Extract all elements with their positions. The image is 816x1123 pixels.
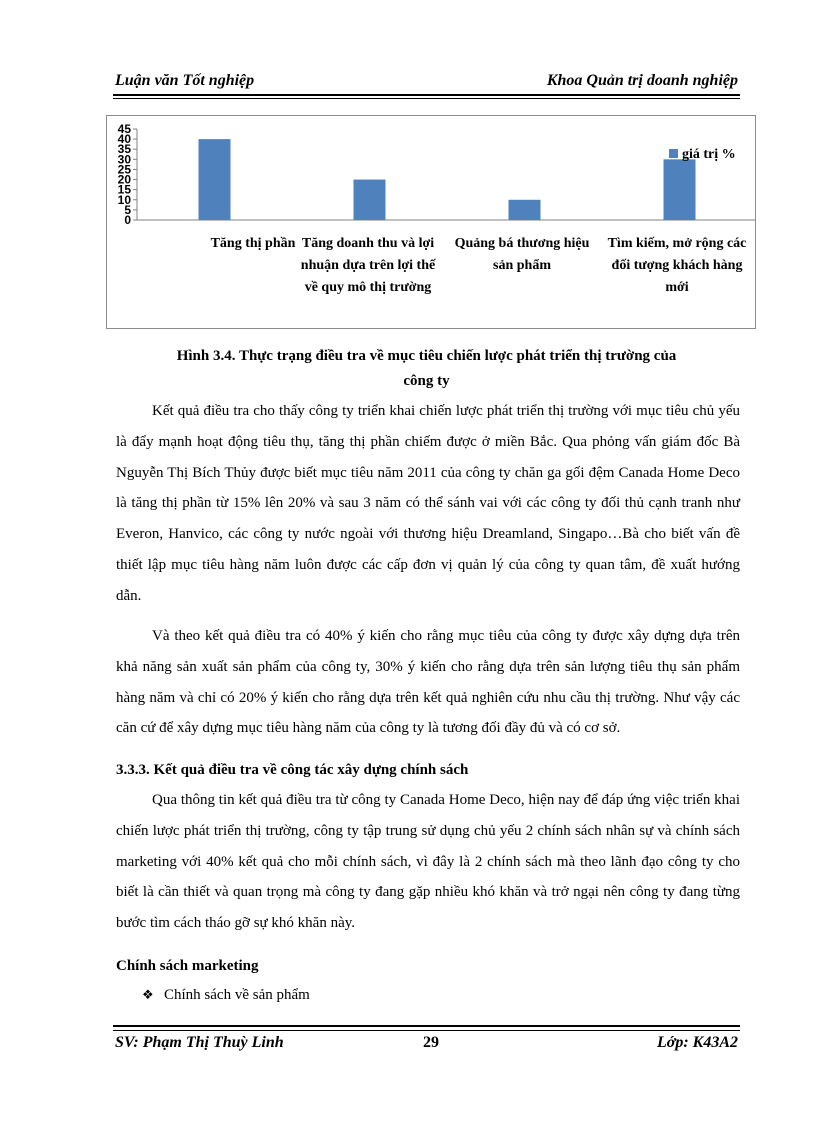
category-label-1: Tăng thị phần — [210, 236, 296, 251]
bullet-text: Chính sách về sản phẩm — [164, 987, 310, 1003]
section-heading: 3.3.3. Kết quả điều tra về công tác xây dựng chính sách — [116, 762, 469, 778]
category-label-4: Tìm kiếm, mở rộng các đối tượng khách hàng mới — [607, 236, 747, 295]
figure-caption — [113, 344, 740, 394]
header-thesis-label: Luận văn Tốt nghiệp — [115, 72, 255, 89]
y-tick-label: 25 — [117, 162, 131, 177]
y-tick-label: 40 — [117, 132, 131, 147]
footer-student-name: SV: Phạm Thị Thuỳ Linh — [115, 1034, 284, 1051]
caption-line-2: công ty — [403, 373, 450, 389]
bar-2 — [354, 180, 386, 220]
caption-line-1: Hình 3.4. Thực trạng điều tra về mục tiêu chiến lược phát triển thị trường của — [176, 348, 677, 364]
page-footer — [113, 1025, 740, 1057]
paragraph-3-text: Qua thông tin kết quả điều tra từ công ty Canada Home Deco, hiện nay để đáp ứng việc triển khai chiến lược phát triển thị trường, công ty tập trung sử dụng chủ yếu 2 chính sách nhân sự và chính sách marketing với 40% kết quả cho mỗi chính sách, vì đây là 2 chính sách mà theo lãnh đạo công ty cho biết là cần thiết và quan trọng mà công ty đang gặp nhiều khó khăn và trở ngại nên công ty đang từng bước tìm cách tháo gỡ sự khó khăn này. — [116, 792, 740, 932]
y-tick-label: 0 — [124, 213, 131, 227]
y-tick-label: 15 — [117, 182, 131, 197]
paragraph-3 — [116, 785, 740, 939]
legend-label: giá trị % — [682, 147, 736, 162]
bar-chart — [106, 115, 756, 329]
diamond-bullet-icon: ❖ — [142, 987, 154, 1002]
paragraph-2 — [116, 621, 740, 744]
category-label-3: Quảng bá thương hiệu sản phẩm — [454, 236, 590, 273]
subsection-heading: Chính sách marketing — [116, 958, 259, 974]
y-tick-label: 35 — [117, 142, 131, 157]
category-label-2: Tăng doanh thu và lợi nhuận dựa trên lợi thế về quy mô thị trường — [300, 236, 436, 295]
y-tick-label: 10 — [117, 192, 131, 207]
chart-legend — [669, 147, 736, 163]
page-header — [113, 68, 740, 96]
page-number: 29 — [423, 1034, 439, 1051]
y-tick-label: 20 — [117, 172, 131, 187]
bar-1 — [199, 139, 231, 220]
paragraph-1 — [116, 396, 740, 612]
bar-3 — [509, 200, 541, 220]
paragraph-2-text: Và theo kết quả điều tra có 40% ý kiến cho rằng mục tiêu của công ty được xây dựng dựa trên khả năng sản xuất sản phẩm của công ty, 30% ý kiến cho rằng dựa trên sản lượng tiêu thụ sản phẩm hàng năm và chỉ có 20% ý kiến cho rằng dựa trên kết quả nghiên cứu nhu cầu thị trường. Như vậy các căn cứ để xây dựng mục tiêu hàng năm của công ty là tương đối đầy đủ và có cơ sở. — [116, 628, 740, 737]
paragraph-1-text: Kết quả điều tra cho thấy công ty triển khai chiến lược phát triển thị trường với mục tiêu chủ yếu là đẩy mạnh hoạt động tiêu thụ, tăng thị phần chiếm được ở miền Bắc. Qua phỏng vấn giám đốc Bà Nguyễn Thị Bích Thủy được biết mục tiêu năm 2011 của công ty chăn ga gối đệm Canada Home Deco là tăng thị phần từ 15% lên 20% và sau 3 năm có thể sánh vai với các công ty đối thủ cạnh tranh như Everon, Hanvico, các công ty nước ngoài với thương hiệu Dreamland, Singapo…Bà cho biết vấn đề thiết lập mục tiêu hàng năm luôn được các cấp đơn vị quản lý của công ty quan tâm, đề xuất hướng dẫn. — [116, 403, 740, 604]
footer-class: Lớp: K43A2 — [656, 1034, 738, 1051]
bar-4 — [664, 159, 696, 220]
header-faculty-label: Khoa Quản trị doanh nghiệp — [546, 72, 738, 89]
bullet-item — [142, 987, 310, 1004]
y-tick-label: 30 — [117, 152, 131, 167]
legend-swatch — [669, 149, 678, 158]
y-tick-label: 5 — [124, 202, 131, 217]
y-tick-label: 45 — [117, 122, 131, 136]
